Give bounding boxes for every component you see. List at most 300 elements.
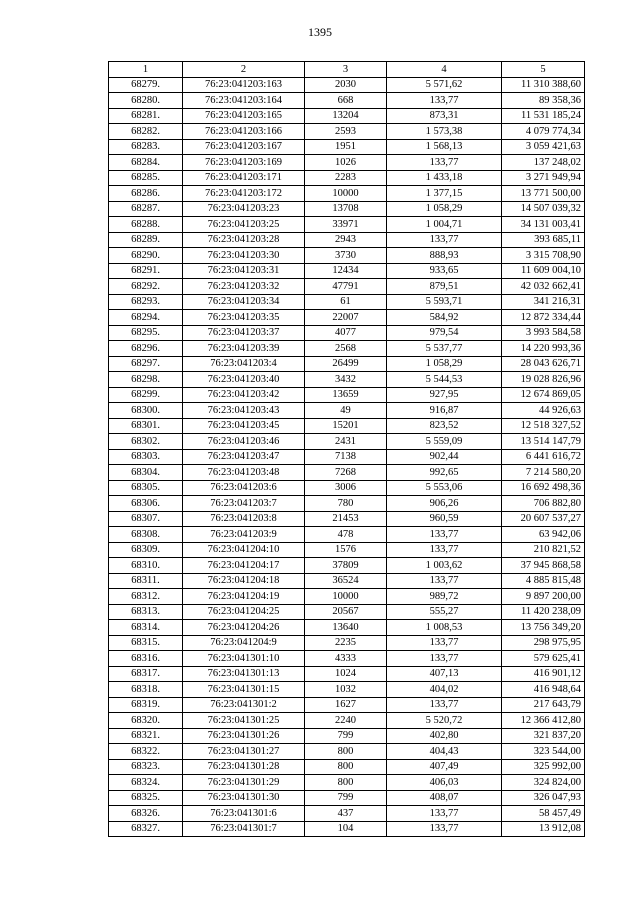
cadastral-number-cell: 76:23:041203:39 — [183, 341, 305, 357]
value-cell: 37 945 868,58 — [502, 558, 585, 574]
table-row — [109, 806, 585, 822]
area-cell: 26499 — [305, 356, 387, 372]
rate-cell: 902,44 — [387, 449, 502, 465]
cadastral-number-cell: 76:23:041203:42 — [183, 387, 305, 403]
cadastral-number-cell: 76:23:041203:163 — [183, 77, 305, 93]
table-body — [109, 77, 585, 837]
value-cell: 58 457,49 — [502, 806, 585, 822]
value-cell: 3 059 421,63 — [502, 139, 585, 155]
rate-cell: 823,52 — [387, 418, 502, 434]
value-cell: 11 531 185,24 — [502, 108, 585, 124]
cadastral-number-cell: 76:23:041203:4 — [183, 356, 305, 372]
table-row — [109, 310, 585, 326]
table-row — [109, 775, 585, 791]
table-header-row — [109, 62, 585, 78]
table-row — [109, 418, 585, 434]
area-cell: 7268 — [305, 465, 387, 481]
rate-cell: 5 520,72 — [387, 713, 502, 729]
rate-cell: 1 058,29 — [387, 201, 502, 217]
row-number-cell: 68312. — [109, 589, 183, 605]
column-header: 1 — [109, 62, 183, 78]
table-row — [109, 108, 585, 124]
value-cell: 12 674 869,05 — [502, 387, 585, 403]
cadastral-number-cell: 76:23:041301:10 — [183, 651, 305, 667]
area-cell: 800 — [305, 744, 387, 760]
row-number-cell: 68293. — [109, 294, 183, 310]
value-cell: 63 942,06 — [502, 527, 585, 543]
rate-cell: 960,59 — [387, 511, 502, 527]
rate-cell: 5 571,62 — [387, 77, 502, 93]
area-cell: 10000 — [305, 186, 387, 202]
rate-cell: 879,51 — [387, 279, 502, 295]
rate-cell: 5 593,71 — [387, 294, 502, 310]
rate-cell: 906,26 — [387, 496, 502, 512]
rate-cell: 1 003,62 — [387, 558, 502, 574]
area-cell: 799 — [305, 728, 387, 744]
row-number-cell: 68317. — [109, 666, 183, 682]
area-cell: 10000 — [305, 589, 387, 605]
table-row — [109, 201, 585, 217]
row-number-cell: 68287. — [109, 201, 183, 217]
table-row — [109, 651, 585, 667]
value-cell: 706 882,80 — [502, 496, 585, 512]
rate-cell: 1 433,18 — [387, 170, 502, 186]
row-number-cell: 68303. — [109, 449, 183, 465]
rate-cell: 1 573,38 — [387, 124, 502, 140]
area-cell: 2431 — [305, 434, 387, 450]
area-cell: 22007 — [305, 310, 387, 326]
value-cell: 12 518 327,52 — [502, 418, 585, 434]
rate-cell: 133,77 — [387, 155, 502, 171]
cadastral-number-cell: 76:23:041203:47 — [183, 449, 305, 465]
table-row — [109, 449, 585, 465]
row-number-cell: 68318. — [109, 682, 183, 698]
row-number-cell: 68281. — [109, 108, 183, 124]
cadastral-number-cell: 76:23:041301:13 — [183, 666, 305, 682]
table-row — [109, 232, 585, 248]
area-cell: 2568 — [305, 341, 387, 357]
rate-cell: 133,77 — [387, 232, 502, 248]
value-cell: 19 028 826,96 — [502, 372, 585, 388]
cadastral-number-cell: 76:23:041203:48 — [183, 465, 305, 481]
row-number-cell: 68289. — [109, 232, 183, 248]
row-number-cell: 68313. — [109, 604, 183, 620]
area-cell: 437 — [305, 806, 387, 822]
cadastral-number-cell: 76:23:041204:25 — [183, 604, 305, 620]
row-number-cell: 68320. — [109, 713, 183, 729]
table-row — [109, 186, 585, 202]
rate-cell: 1 004,71 — [387, 217, 502, 233]
cadastral-number-cell: 76:23:041301:30 — [183, 790, 305, 806]
table-row — [109, 217, 585, 233]
cadastral-number-cell: 76:23:041203:7 — [183, 496, 305, 512]
rate-cell: 407,49 — [387, 759, 502, 775]
value-cell: 7 214 580,20 — [502, 465, 585, 481]
table-row — [109, 682, 585, 698]
rate-cell: 133,77 — [387, 635, 502, 651]
area-cell: 1024 — [305, 666, 387, 682]
area-cell: 3432 — [305, 372, 387, 388]
cadastral-number-cell: 76:23:041203:9 — [183, 527, 305, 543]
area-cell: 478 — [305, 527, 387, 543]
rate-cell: 406,03 — [387, 775, 502, 791]
row-number-cell: 68322. — [109, 744, 183, 760]
cadastral-number-cell: 76:23:041204:10 — [183, 542, 305, 558]
table-row — [109, 465, 585, 481]
table-row — [109, 480, 585, 496]
cadastral-number-cell: 76:23:041203:32 — [183, 279, 305, 295]
table-row — [109, 155, 585, 171]
table-row — [109, 139, 585, 155]
area-cell: 2593 — [305, 124, 387, 140]
rate-cell: 1 008,53 — [387, 620, 502, 636]
value-cell: 393 685,11 — [502, 232, 585, 248]
value-cell: 89 358,36 — [502, 93, 585, 109]
table-row — [109, 294, 585, 310]
area-cell: 1951 — [305, 139, 387, 155]
area-cell: 13204 — [305, 108, 387, 124]
cadastral-number-cell: 76:23:041203:8 — [183, 511, 305, 527]
row-number-cell: 68295. — [109, 325, 183, 341]
value-cell: 11 609 004,10 — [502, 263, 585, 279]
value-cell: 579 625,41 — [502, 651, 585, 667]
table-row — [109, 604, 585, 620]
cadastral-number-cell: 76:23:041203:34 — [183, 294, 305, 310]
column-header: 3 — [305, 62, 387, 78]
rate-cell: 979,54 — [387, 325, 502, 341]
row-number-cell: 68280. — [109, 93, 183, 109]
cadastral-number-cell: 76:23:041301:26 — [183, 728, 305, 744]
row-number-cell: 68310. — [109, 558, 183, 574]
area-cell: 2240 — [305, 713, 387, 729]
row-number-cell: 68282. — [109, 124, 183, 140]
row-number-cell: 68327. — [109, 821, 183, 837]
cadastral-number-cell: 76:23:041203:37 — [183, 325, 305, 341]
rate-cell: 133,77 — [387, 542, 502, 558]
area-cell: 104 — [305, 821, 387, 837]
value-cell: 9 897 200,00 — [502, 589, 585, 605]
cadastral-number-cell: 76:23:041301:15 — [183, 682, 305, 698]
page-number: 1395 — [308, 25, 332, 39]
table-row — [109, 279, 585, 295]
rate-cell: 133,77 — [387, 821, 502, 837]
cadastral-number-cell: 76:23:041204:17 — [183, 558, 305, 574]
rate-cell: 916,87 — [387, 403, 502, 419]
value-cell: 3 993 584,58 — [502, 325, 585, 341]
table-row — [109, 527, 585, 543]
row-number-cell: 68292. — [109, 279, 183, 295]
rate-cell: 1 568,13 — [387, 139, 502, 155]
area-cell: 13708 — [305, 201, 387, 217]
table-row — [109, 573, 585, 589]
cadastral-number-cell: 76:23:041301:27 — [183, 744, 305, 760]
value-cell: 3 271 949,94 — [502, 170, 585, 186]
cadastral-number-cell: 76:23:041301:2 — [183, 697, 305, 713]
value-cell: 6 441 616,72 — [502, 449, 585, 465]
cadastral-number-cell: 76:23:041203:30 — [183, 248, 305, 264]
rate-cell: 989,72 — [387, 589, 502, 605]
value-cell: 13 912,08 — [502, 821, 585, 837]
value-cell: 321 837,20 — [502, 728, 585, 744]
value-cell: 326 047,93 — [502, 790, 585, 806]
row-number-cell: 68324. — [109, 775, 183, 791]
table-row — [109, 744, 585, 760]
cadastral-number-cell: 76:23:041204:19 — [183, 589, 305, 605]
area-cell: 668 — [305, 93, 387, 109]
row-number-cell: 68319. — [109, 697, 183, 713]
rate-cell: 5 537,77 — [387, 341, 502, 357]
area-cell: 36524 — [305, 573, 387, 589]
row-number-cell: 68297. — [109, 356, 183, 372]
cadastral-number-cell: 76:23:041203:166 — [183, 124, 305, 140]
rate-cell: 873,31 — [387, 108, 502, 124]
rate-cell: 5 559,09 — [387, 434, 502, 450]
table-row — [109, 697, 585, 713]
area-cell: 1032 — [305, 682, 387, 698]
cadastral-number-cell: 76:23:041203:45 — [183, 418, 305, 434]
area-cell: 7138 — [305, 449, 387, 465]
row-number-cell: 68304. — [109, 465, 183, 481]
row-number-cell: 68323. — [109, 759, 183, 775]
rate-cell: 133,77 — [387, 697, 502, 713]
value-cell: 11 310 388,60 — [502, 77, 585, 93]
row-number-cell: 68283. — [109, 139, 183, 155]
value-cell: 325 992,00 — [502, 759, 585, 775]
row-number-cell: 68306. — [109, 496, 183, 512]
area-cell: 33971 — [305, 217, 387, 233]
row-number-cell: 68296. — [109, 341, 183, 357]
table-row — [109, 790, 585, 806]
value-cell: 13 514 147,79 — [502, 434, 585, 450]
area-cell: 37809 — [305, 558, 387, 574]
area-cell: 4077 — [305, 325, 387, 341]
table-row — [109, 248, 585, 264]
area-cell: 799 — [305, 790, 387, 806]
area-cell: 12434 — [305, 263, 387, 279]
row-number-cell: 68294. — [109, 310, 183, 326]
row-number-cell: 68308. — [109, 527, 183, 543]
value-cell: 416 948,64 — [502, 682, 585, 698]
value-cell: 4 885 815,48 — [502, 573, 585, 589]
column-header: 5 — [502, 62, 585, 78]
row-number-cell: 68284. — [109, 155, 183, 171]
area-cell: 1576 — [305, 542, 387, 558]
table-row — [109, 728, 585, 744]
table-row — [109, 620, 585, 636]
rate-cell: 927,95 — [387, 387, 502, 403]
rate-cell: 992,65 — [387, 465, 502, 481]
cadastral-number-cell: 76:23:041203:167 — [183, 139, 305, 155]
rate-cell: 133,77 — [387, 806, 502, 822]
data-table — [108, 61, 585, 837]
area-cell: 61 — [305, 294, 387, 310]
area-cell: 800 — [305, 775, 387, 791]
rate-cell: 584,92 — [387, 310, 502, 326]
area-cell: 13640 — [305, 620, 387, 636]
table-row — [109, 558, 585, 574]
rate-cell: 402,80 — [387, 728, 502, 744]
cadastral-number-cell: 76:23:041204:26 — [183, 620, 305, 636]
value-cell: 4 079 774,34 — [502, 124, 585, 140]
cadastral-number-cell: 76:23:041203:6 — [183, 480, 305, 496]
table-row — [109, 434, 585, 450]
value-cell: 11 420 238,09 — [502, 604, 585, 620]
rate-cell: 404,43 — [387, 744, 502, 760]
table-row — [109, 635, 585, 651]
table-row — [109, 124, 585, 140]
row-number-cell: 68299. — [109, 387, 183, 403]
cadastral-number-cell: 76:23:041301:25 — [183, 713, 305, 729]
cadastral-number-cell: 76:23:041203:40 — [183, 372, 305, 388]
value-cell: 14 507 039,32 — [502, 201, 585, 217]
row-number-cell: 68307. — [109, 511, 183, 527]
area-cell: 1026 — [305, 155, 387, 171]
cadastral-number-cell: 76:23:041204:18 — [183, 573, 305, 589]
row-number-cell: 68291. — [109, 263, 183, 279]
cadastral-number-cell: 76:23:041301:6 — [183, 806, 305, 822]
rate-cell: 555,27 — [387, 604, 502, 620]
rate-cell: 933,65 — [387, 263, 502, 279]
cadastral-number-cell: 76:23:041203:169 — [183, 155, 305, 171]
value-cell: 13 756 349,20 — [502, 620, 585, 636]
value-cell: 298 975,95 — [502, 635, 585, 651]
table-row — [109, 589, 585, 605]
value-cell: 416 901,12 — [502, 666, 585, 682]
value-cell: 14 220 993,36 — [502, 341, 585, 357]
row-number-cell: 68321. — [109, 728, 183, 744]
cadastral-number-cell: 76:23:041203:28 — [183, 232, 305, 248]
cadastral-number-cell: 76:23:041203:164 — [183, 93, 305, 109]
cadastral-number-cell: 76:23:041301:7 — [183, 821, 305, 837]
row-number-cell: 68300. — [109, 403, 183, 419]
row-number-cell: 68316. — [109, 651, 183, 667]
cadastral-number-cell: 76:23:041204:9 — [183, 635, 305, 651]
area-cell: 2943 — [305, 232, 387, 248]
area-cell: 4333 — [305, 651, 387, 667]
table-row — [109, 263, 585, 279]
value-cell: 137 248,02 — [502, 155, 585, 171]
area-cell: 13659 — [305, 387, 387, 403]
rate-cell: 133,77 — [387, 93, 502, 109]
cadastral-number-cell: 76:23:041203:31 — [183, 263, 305, 279]
rate-cell: 1 377,15 — [387, 186, 502, 202]
value-cell: 217 643,79 — [502, 697, 585, 713]
row-number-cell: 68311. — [109, 573, 183, 589]
table-row — [109, 387, 585, 403]
row-number-cell: 68305. — [109, 480, 183, 496]
column-header: 4 — [387, 62, 502, 78]
table-row — [109, 356, 585, 372]
table-row — [109, 170, 585, 186]
table-row — [109, 341, 585, 357]
table-row — [109, 372, 585, 388]
value-cell: 13 771 500,00 — [502, 186, 585, 202]
value-cell: 42 032 662,41 — [502, 279, 585, 295]
row-number-cell: 68298. — [109, 372, 183, 388]
row-number-cell: 68279. — [109, 77, 183, 93]
area-cell: 47791 — [305, 279, 387, 295]
rate-cell: 407,13 — [387, 666, 502, 682]
cadastral-number-cell: 76:23:041203:23 — [183, 201, 305, 217]
table-row — [109, 93, 585, 109]
area-cell: 2283 — [305, 170, 387, 186]
table-row — [109, 666, 585, 682]
cadastral-number-cell: 76:23:041203:25 — [183, 217, 305, 233]
value-cell: 20 607 537,27 — [502, 511, 585, 527]
value-cell: 3 315 708,90 — [502, 248, 585, 264]
row-number-cell: 68315. — [109, 635, 183, 651]
row-number-cell: 68325. — [109, 790, 183, 806]
row-number-cell: 68326. — [109, 806, 183, 822]
area-cell: 2030 — [305, 77, 387, 93]
cadastral-number-cell: 76:23:041203:35 — [183, 310, 305, 326]
value-cell: 323 544,00 — [502, 744, 585, 760]
value-cell: 341 216,31 — [502, 294, 585, 310]
table-row — [109, 713, 585, 729]
cadastral-number-cell: 76:23:041203:46 — [183, 434, 305, 450]
row-number-cell: 68286. — [109, 186, 183, 202]
rate-cell: 5 553,06 — [387, 480, 502, 496]
rate-cell: 404,02 — [387, 682, 502, 698]
rate-cell: 888,93 — [387, 248, 502, 264]
row-number-cell: 68314. — [109, 620, 183, 636]
rate-cell: 1 058,29 — [387, 356, 502, 372]
area-cell: 21453 — [305, 511, 387, 527]
row-number-cell: 68285. — [109, 170, 183, 186]
area-cell: 15201 — [305, 418, 387, 434]
value-cell: 44 926,63 — [502, 403, 585, 419]
cadastral-number-cell: 76:23:041301:29 — [183, 775, 305, 791]
area-cell: 3006 — [305, 480, 387, 496]
area-cell: 3730 — [305, 248, 387, 264]
cadastral-number-cell: 76:23:041203:171 — [183, 170, 305, 186]
table-row — [109, 511, 585, 527]
table-row — [109, 542, 585, 558]
area-cell: 20567 — [305, 604, 387, 620]
area-cell: 1627 — [305, 697, 387, 713]
row-number-cell: 68302. — [109, 434, 183, 450]
table-row — [109, 821, 585, 837]
column-header: 2 — [183, 62, 305, 78]
cadastral-number-cell: 76:23:041203:165 — [183, 108, 305, 124]
area-cell: 780 — [305, 496, 387, 512]
value-cell: 12 366 412,80 — [502, 713, 585, 729]
table-row — [109, 496, 585, 512]
table-row — [109, 759, 585, 775]
rate-cell: 408,07 — [387, 790, 502, 806]
rate-cell: 133,77 — [387, 651, 502, 667]
area-cell: 800 — [305, 759, 387, 775]
value-cell: 324 824,00 — [502, 775, 585, 791]
area-cell: 2235 — [305, 635, 387, 651]
rate-cell: 133,77 — [387, 573, 502, 589]
cadastral-number-cell: 76:23:041301:28 — [183, 759, 305, 775]
row-number-cell: 68288. — [109, 217, 183, 233]
value-cell: 34 131 003,41 — [502, 217, 585, 233]
table-row — [109, 325, 585, 341]
rate-cell: 133,77 — [387, 527, 502, 543]
table-row — [109, 77, 585, 93]
row-number-cell: 68309. — [109, 542, 183, 558]
value-cell: 12 872 334,44 — [502, 310, 585, 326]
table-row — [109, 403, 585, 419]
row-number-cell: 68301. — [109, 418, 183, 434]
row-number-cell: 68290. — [109, 248, 183, 264]
cadastral-number-cell: 76:23:041203:43 — [183, 403, 305, 419]
area-cell: 49 — [305, 403, 387, 419]
value-cell: 28 043 626,71 — [502, 356, 585, 372]
cadastral-number-cell: 76:23:041203:172 — [183, 186, 305, 202]
